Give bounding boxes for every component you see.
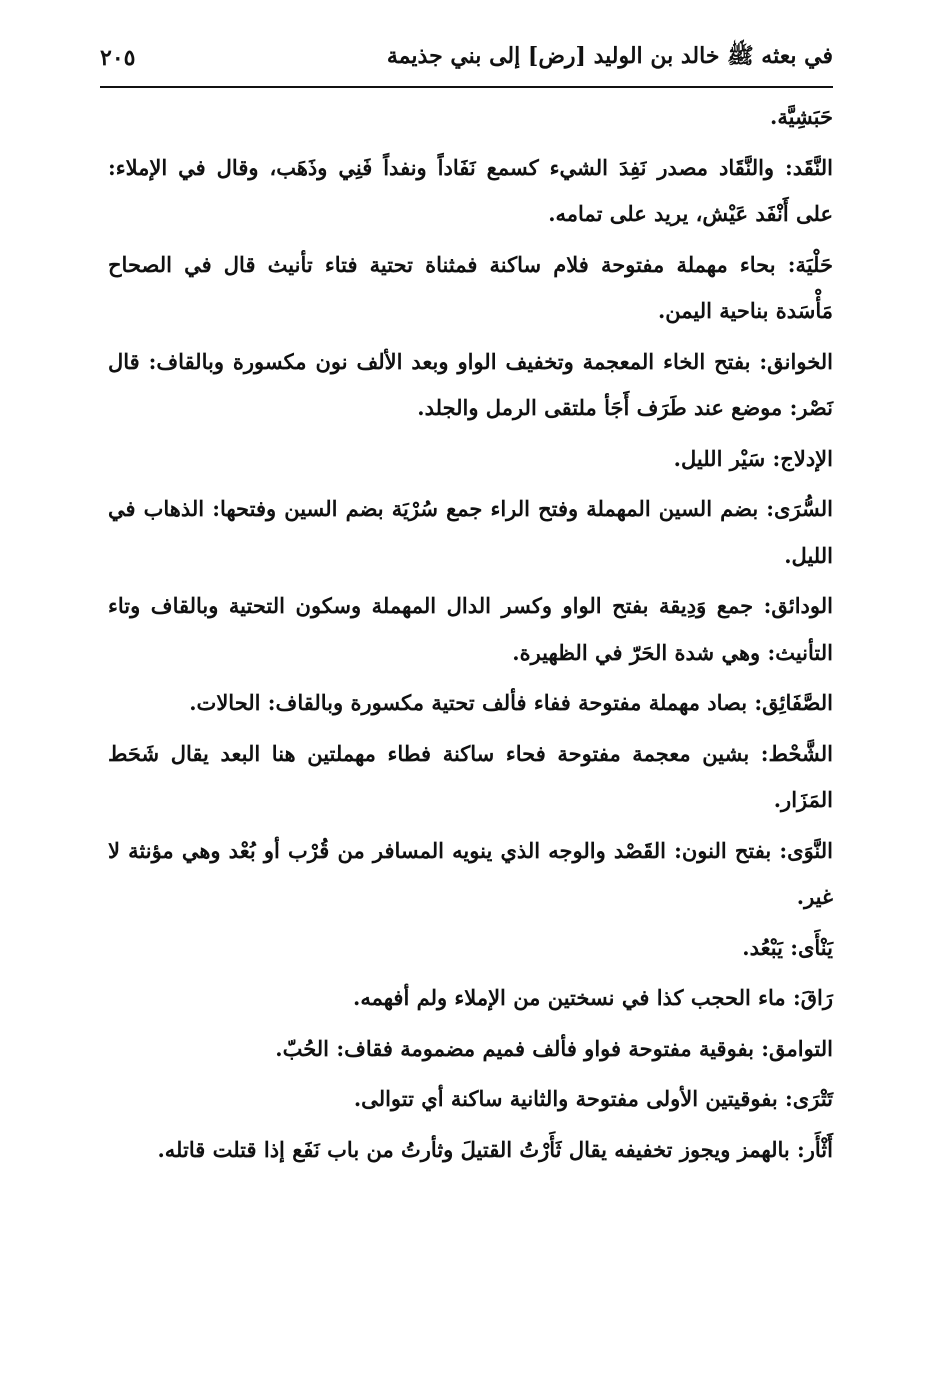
- glossary-body: [108, 94, 833, 1177]
- glossary-entry: رَاقَ: ماء الحجب كذا في نسختين من الإملاء ولم أفهمه.: [353, 985, 833, 1010]
- glossary-entry: السُّرَى: بضم السين المهملة وفتح الراء جمع سُرْيَة بضم السين وفتحها: الذهاب في الليل.: [108, 496, 833, 568]
- glossary-entry: الشَّحْط: بشين معجمة مفتوحة فحاء ساكنة فطاء مهملتين هنا البعد يقال شَحَط المَزَار.: [108, 740, 833, 812]
- header-divider: [100, 86, 833, 88]
- glossary-entry: التوامق: بفوقية مفتوحة فواو فألف فميم مضمومة فقاف: الحُبّ.: [275, 1035, 833, 1061]
- glossary-entry: يَنْأَى: يَبْعُد.: [742, 934, 833, 960]
- glossary-entry: الودائق: جمع وَدِيقة بفتح الواو وكسر الدال المهملة وسكون التحتية وبالقاف وتاء التأنيث: وهي شدة الحَرّ في الظهيرة.: [108, 593, 833, 665]
- glossary-entry: حَبَشِيَّة.: [770, 104, 833, 129]
- glossary-entry: حَلْيَة: بحاء مهملة مفتوحة فلام ساكنة فمثناة تحتية فتاء تأنيث قال في الصحاح مَأْسَدة بناحية اليمن.: [108, 251, 833, 323]
- glossary-entry: تَتْرَى: بفوقيتين الأولى مفتوحة والثانية ساكنة أي تتوالى.: [353, 1086, 833, 1111]
- running-title: في بعثه ﷺ خالد بن الوليد [رض] إلى بني جذيمة: [386, 43, 833, 69]
- glossary-entry: النَّوَى: بفتح النون: القَصْد والوجه الذي ينويه المسافر من قُرْب أو بُعْد وهي مؤنثة لا غير.: [108, 837, 833, 909]
- glossary-entry: أَثْأَر: بالهمز ويجوز تخفيفه يقال ثَأَرْتُ القتيلَ وثأرتُ من باب نَفَع إذا قتلت قاتله.: [157, 1136, 833, 1162]
- glossary-entry: الصَّفَائِق: بصاد مهملة مفتوحة ففاء فألف تحتية مكسورة وبالقاف: الحالات.: [189, 690, 833, 715]
- glossary-entry: الإدلاج: سَيْر الليل.: [673, 445, 833, 471]
- glossary-entry: الخوانق: بفتح الخاء المعجمة وتخفيف الواو وبعد الألف نون مكسورة وبالقاف: قال نَصْر: موضع عند طَرَف أَجَأ ملتقى الرمل والجلد.: [108, 348, 833, 420]
- page-number: ٢٠٥: [100, 45, 136, 71]
- page-header: [100, 36, 833, 80]
- glossary-entry: النَّقَد: والنَّقَاد مصدر نَفِدَ الشيء كسمع نَفَاداً ونفداً فَنِي وذَهَب، وقال في الإملاء: على أَنْفَد عَيْش، يريد على تمامه.: [108, 154, 833, 226]
